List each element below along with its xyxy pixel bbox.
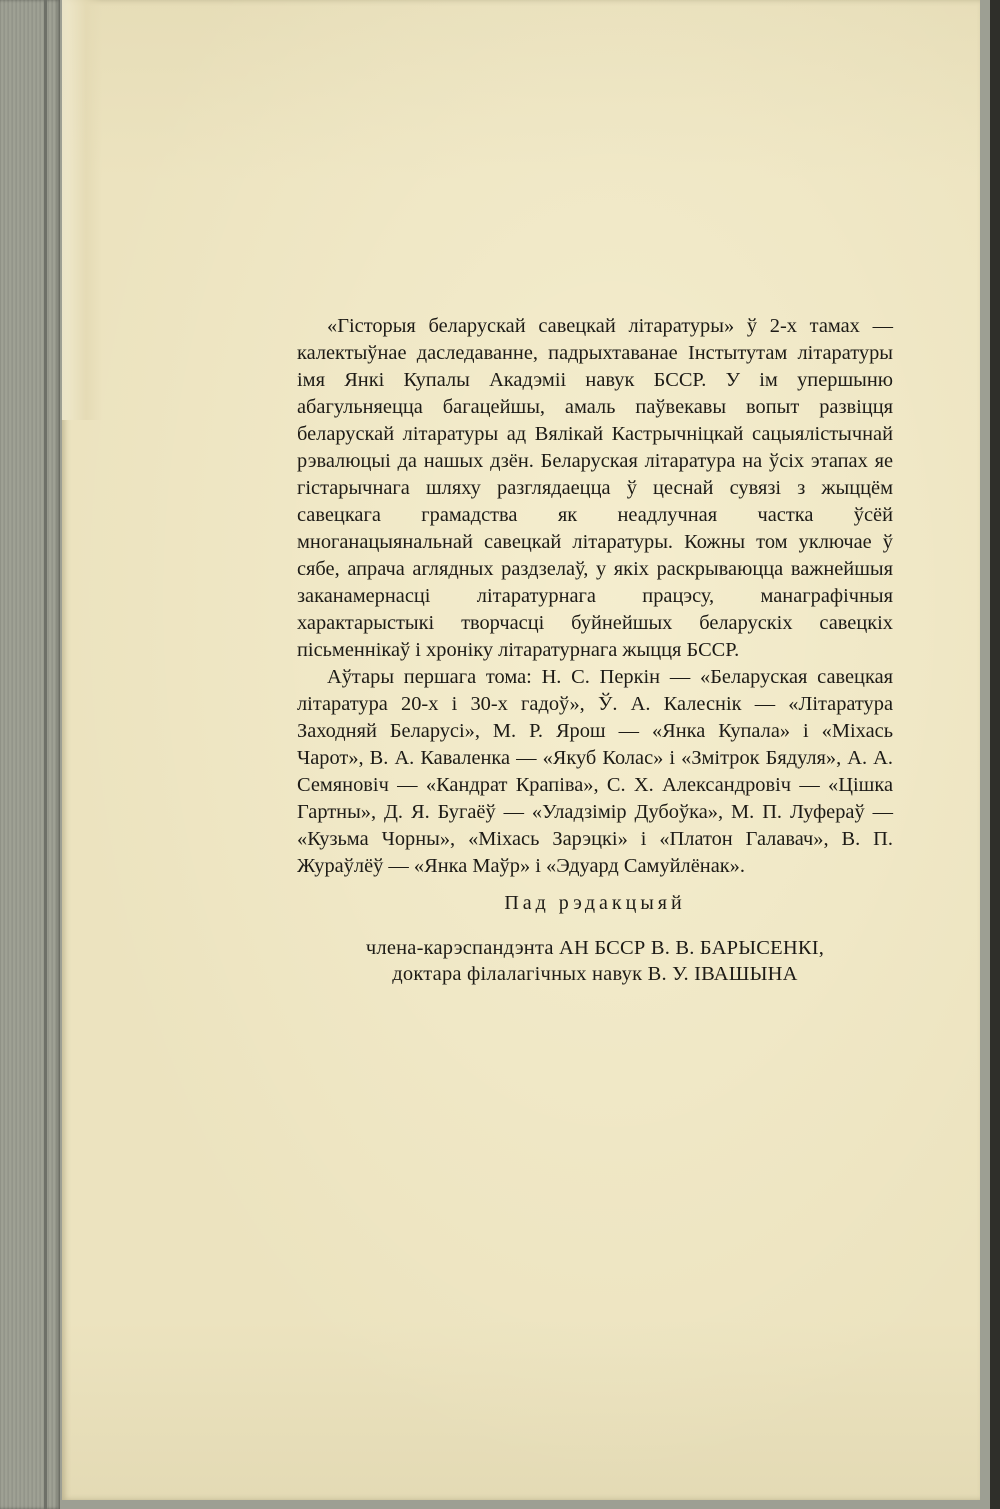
annotation-text xyxy=(297,313,893,880)
authors-paragraph: Аўтары першага тома: Н. С. Перкін — «Беларуская савецкая літаратура 20-х і 30-х гадоў», Ў. А. Калеснік — «Літаратура Заходняй Беларусі», М. Р. Ярош — «Янка Купала» і «Міхась Чарот», В. А. Каваленка — «Якуб Колас» і «Змітрок Бядуля», А. А. Семяновіч — «Кандрат Крапіва», С. Х. Александровіч — «Цішка Гартны», Д. Я. Бугаёў — «Уладзімір Дубоўка», М. П. Луфераў — «Кузьма Чорны», «Міхась Зарэцкі» і «Платон Галавач», В. П. Жураўлёў — «Янка Маўр» і «Эдуард Самуйлёнак». xyxy=(297,666,893,877)
scan-border xyxy=(990,0,1000,1509)
description-paragraph: «Гісторыя беларускай савецкай літаратуры» ў 2-х тамах — калектыўнае даследаванне, падрыхтаванае Інстытутам літаратуры імя Янкі Купалы Акадэміі навук БССР. У ім упершыню абагульняецца багацейшы, амаль паўвекавы вопыт развіцця беларускай літаратуры ад Вялікай Кастрычніцкай сацыялістычнай рэвалюцыі да нашых дзён. Беларуская літаратура на ўсіх этапах яе гістарычнага шляху разглядаецца ў цеснай сувязі з жыццём савецкага грамадства як неадлучная частка ўсёй многанацыянальнай савецкай літаратуры. Кожны том уключае ў сябе, апрача аглядных раздзелаў, у якіх раскрываюцца важнейшыя заканамернасці літаратурнага працэсу, манаграфічныя характарыстыкі творчасці буйнейшых беларускіх савецкіх пісьменнікаў і хроніку літаратурнага жыцця БССР. xyxy=(297,315,893,661)
editors-block xyxy=(290,892,900,987)
binding-edge xyxy=(44,0,47,1509)
cloth-binding xyxy=(0,0,60,1509)
editor-line-2: доктара філалагічных навук В. У. ІВАШЫНА xyxy=(392,963,798,985)
editors-heading: Пад рэдакцыяй xyxy=(504,892,686,914)
editor-line-1: члена-карэспандэнта АН БССР В. В. БАРЫСЕНКІ, xyxy=(365,937,825,959)
page-curl xyxy=(62,0,102,420)
